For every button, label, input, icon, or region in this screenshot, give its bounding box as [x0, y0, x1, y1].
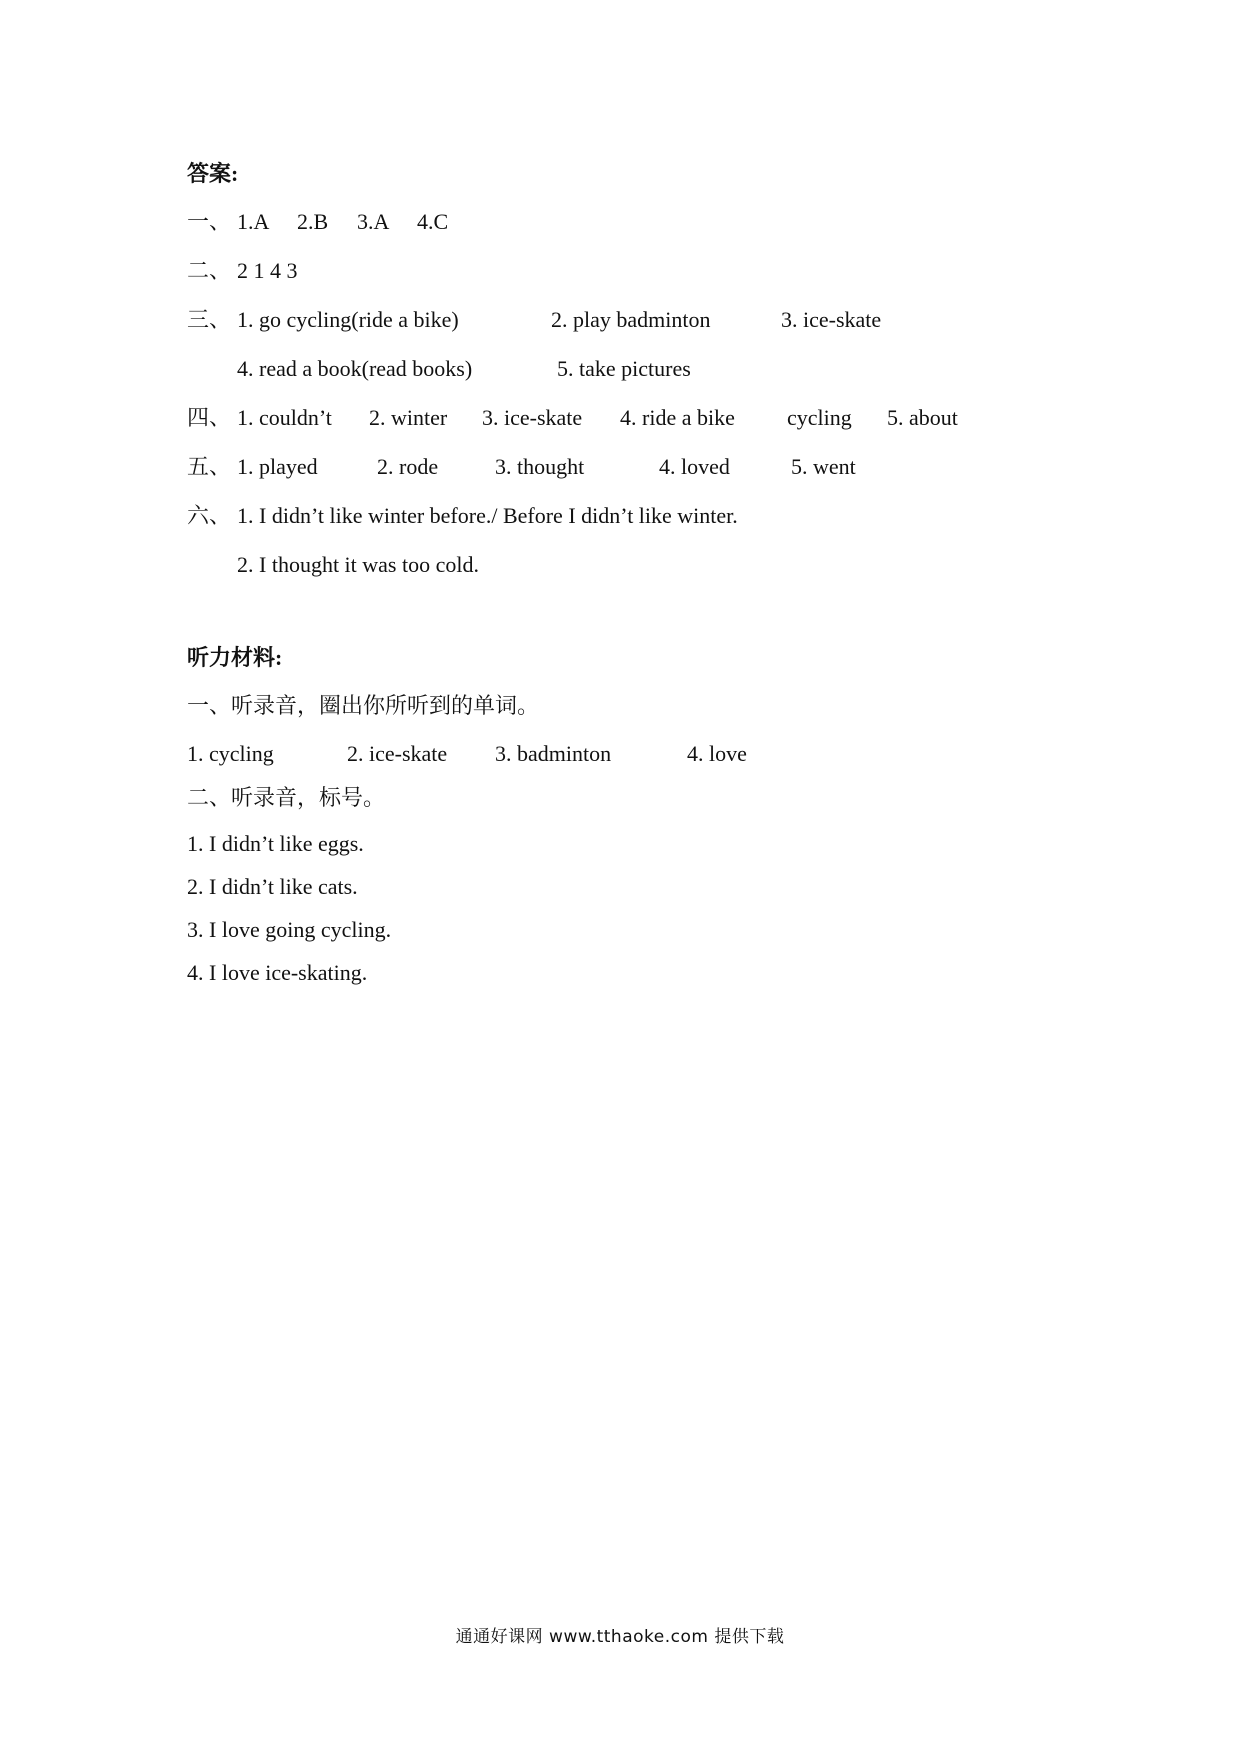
answer-item: 1. couldn’t: [237, 405, 332, 430]
answers-section-6-continued: [237, 551, 479, 579]
listening-word: 3. badminton: [495, 741, 612, 766]
listening-sentence: 1. I didn’t like eggs.: [187, 831, 364, 856]
listening-section-2-title: 二、听录音，标号。: [187, 785, 386, 810]
section-marker: 一、: [187, 209, 232, 234]
answer-item: 4. ride a bike: [620, 405, 735, 430]
section-marker: 六、: [187, 503, 232, 528]
section-marker: 五、: [187, 454, 232, 479]
answer-item: 3. thought: [495, 454, 585, 479]
answer-item: 1. go cycling(ride a bike): [237, 307, 459, 332]
answer-item: cycling: [787, 405, 852, 430]
answer-item: 5. take pictures: [557, 356, 691, 381]
listening-sentence: 4. I love ice-skating.: [187, 960, 368, 985]
answer-item: 5. about: [887, 405, 958, 430]
answers-section-1: [187, 208, 448, 236]
listening-sentence: 2. I didn’t like cats.: [187, 874, 358, 899]
answer-item: 3.A: [357, 209, 390, 234]
answers-section-5: [187, 453, 856, 481]
listening-word: 4. love: [687, 741, 747, 766]
listening-section-1-title: 一、听录音，圈出你所听到的单词。: [187, 693, 540, 718]
listening-sentence: 3. I love going cycling.: [187, 917, 392, 942]
answer-item: 4.C: [417, 209, 449, 234]
listening-word: 1. cycling: [187, 741, 274, 766]
answers-section-4: [187, 404, 958, 432]
answer-item: 3. ice-skate: [781, 307, 882, 332]
section-marker: 四、: [187, 405, 232, 430]
listening-heading: 听力材料:: [187, 645, 283, 670]
answer-item: 5. went: [791, 454, 856, 479]
answers-heading: 答案:: [187, 161, 239, 186]
answer-item: 3. ice-skate: [482, 405, 583, 430]
listening-section-1-words: [187, 740, 747, 768]
answers-section-6: [187, 502, 738, 530]
answers-section-3: [187, 306, 881, 334]
answer-item: 2. rode: [377, 454, 439, 479]
answers-section-3-continued: [237, 355, 691, 383]
section-marker: 二、: [187, 258, 232, 283]
answer-item: 4. loved: [659, 454, 730, 479]
answer-item: 1.A: [237, 209, 270, 234]
page-footer: 通通好课网 www.tthaoke.com 提供下载: [455, 1627, 785, 1647]
answer-item: 1. I didn’t like winter before./ Before I didn’t like winter.: [237, 503, 738, 528]
answer-item: 4. read a book(read books): [237, 356, 473, 381]
answer-item: 2. winter: [369, 405, 448, 430]
listening-word: 2. ice-skate: [347, 741, 448, 766]
answer-item: 1. played: [237, 454, 318, 479]
answer-item: 2. play badminton: [551, 307, 711, 332]
answer-item: 2.B: [297, 209, 329, 234]
answer-item: 2 1 4 3: [237, 258, 298, 283]
answer-item: 2. I thought it was too cold.: [237, 552, 479, 577]
answers-section-2: [187, 257, 298, 285]
section-marker: 三、: [187, 307, 232, 332]
